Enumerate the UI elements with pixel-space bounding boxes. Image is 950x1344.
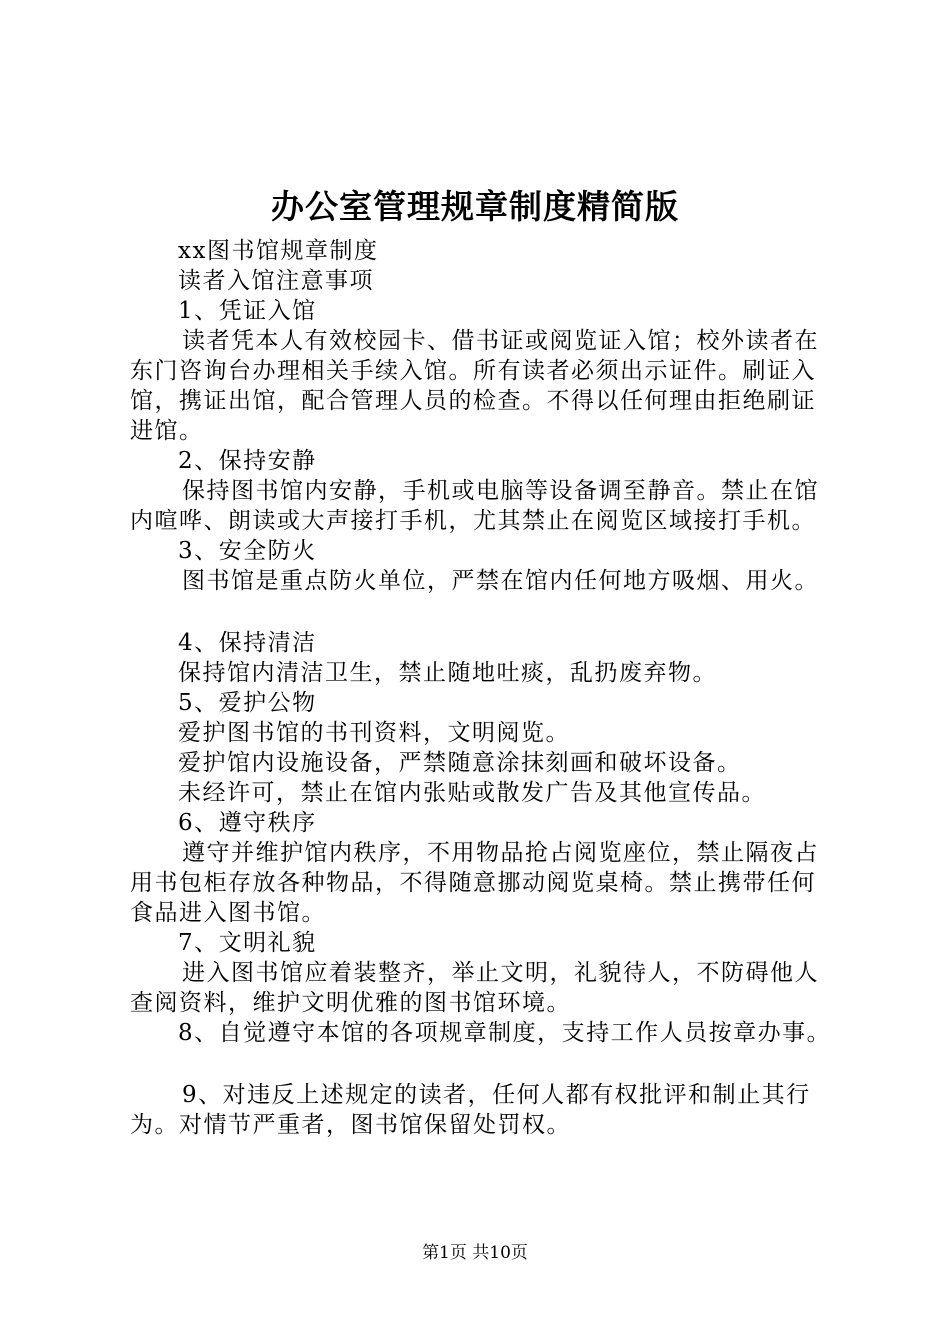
paragraph-9: 9、对违反上述规定的读者，任何人都有权批评和制止其行为。对情节严重者，图书馆保留处罚权。 [130,1082,811,1138]
paragraph-1: 读者凭本人有效校园卡、借书证或阅览证入馆；校外读者在东门咨询台办理相关手续入馆。所有读者必须出示证件。刷证入馆，携证出馆，配合管理人员的检查。不得以任何理由拒绝刷证进馆。 [130,328,819,444]
heading-5: 5、爱护公物 [178,690,317,716]
blank-line [130,596,840,628]
paragraph-7: 进入图书馆应着装整齐，举止文明，礼貌待人，不防碍他人查阅资料，维护文明优雅的图书馆环境。 [130,960,819,1016]
heading-2: 2、保持安静 [178,448,317,474]
paragraph-5b: 爱护馆内设施设备，严禁随意涂抹刻画和破坏设备。 [178,750,742,776]
document-body [130,236,840,1140]
blank-line [130,1048,840,1080]
page-footer: 第1页 共10页 [422,1243,528,1263]
paragraph-entry-notes: 读者入馆注意事项 [178,268,374,294]
heading-3: 3、安全防火 [178,538,317,564]
heading-6: 6、遵守秩序 [178,810,317,836]
paragraph-2: 保持图书馆内安静，手机或电脑等设备调至静音。禁止在馆内喧哗、朗读或大声接打手机，尤其禁止在阅览区域接打手机。 [130,478,819,534]
paragraph-6: 遵守并维护馆内秩序，不用物品抢占阅览座位，禁止隔夜占用书包柜存放各种物品，不得随意挪动阅览桌椅。禁止携带任何食品进入图书馆。 [130,840,819,926]
paragraph-library-rules: xx图书馆规章制度 [178,238,379,264]
paragraph-5c: 未经许可，禁止在馆内张贴或散发广告及其他宣传品。 [178,780,766,806]
heading-7: 7、文明礼貌 [178,930,317,956]
heading-1: 1、凭证入馆 [178,298,317,324]
document-title: 办公室管理规章制度精简版 [271,187,679,226]
paragraph-5a: 爱护图书馆的书刊资料，文明阅览。 [178,720,570,746]
paragraph-3: 图书馆是重点防火单位，严禁在馆内任何地方吸烟、用火。 [182,568,819,594]
paragraph-4: 保持馆内清洁卫生，禁止随地吐痰，乱扔废弃物。 [178,660,717,686]
paragraph-8: 8、自觉遵守本馆的各项规章制度，支持工作人员按章办事。 [178,1020,832,1046]
heading-4: 4、保持清洁 [178,630,317,656]
